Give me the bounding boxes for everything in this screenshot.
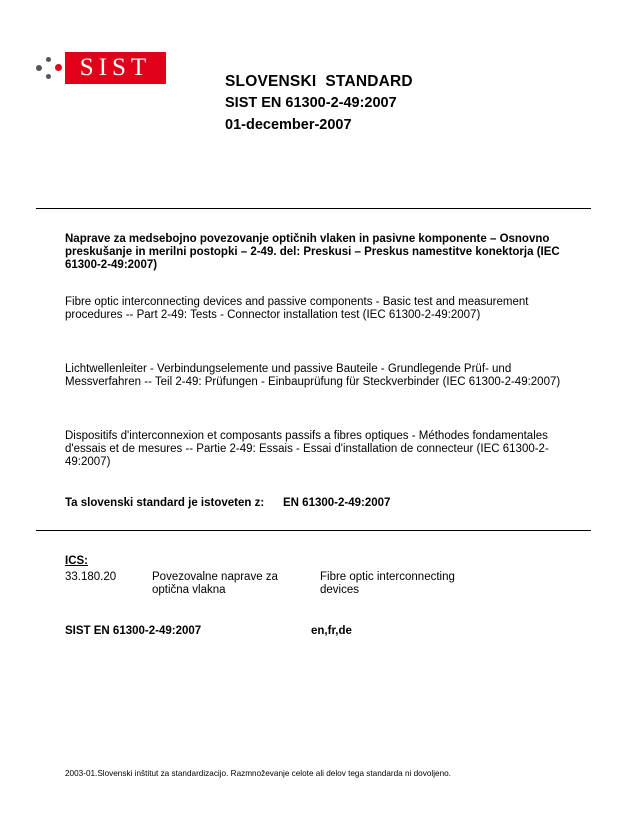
logo-text: SIST [65,52,166,84]
logo-dot [46,74,51,79]
logo-dot [46,57,51,62]
ics-code: 33.180.20 [65,571,117,583]
identical-value: EN 61300-2-49:2007 [283,497,391,509]
standard-reference: SIST EN 61300-2-49:2007 [225,95,397,111]
copyright-footer: 2003-01.Slovenski inštitut za standardizacijo. Razmnoževanje celote ali delov tega standarda ni dovoljeno. [65,769,451,778]
logo-dot [36,65,42,71]
bottom-reference: SIST EN 61300-2-49:2007 [65,625,202,637]
title-french: Dispositifs d'interconnexion et composants passifs a fibres optiques - Méthodes fondamentales d'essais et de mesures -- Partie 2-49: Essais - Essai d'installation de connecteur (IEC 61300-2-49:2007) [65,430,549,468]
title-english: Fibre optic interconnecting devices and passive components - Basic test and measurement procedures -- Part 2-49: Tests - Connector installation test (IEC 61300-2-49:2007) [65,296,529,321]
identical-label: Ta slovenski standard je istoveten z: [65,497,265,509]
logo-dot-red [55,64,62,71]
title-german: Lichtwellenleiter - Verbindungselemente und passive Bauteile - Grundlegende Prüf- und Messverfahren -- Teil 2-49: Prüfungen - Einbauprüfung für Steckverbinder (IEC 61300-2-49:2007) [65,363,561,388]
divider-top [36,208,591,209]
sist-logo [36,52,166,88]
standard-type-title: SLOVENSKI STANDARD [225,73,413,90]
ics-description-sl: Povezovalne naprave za optična vlakna [152,571,278,596]
divider-bottom [36,530,591,531]
ics-description-en: Fibre optic interconnecting devices [320,571,455,596]
languages: en,fr,de [311,625,352,637]
standard-date: 01-december-2007 [225,117,352,133]
ics-heading: ICS: [65,555,88,567]
title-slovenian: Naprave za medsebojno povezovanje optičnih vlaken in pasivne komponente – Osnovno preskušanje in merilni postopki – 2-49. del: Preskusi – Preskus namestitve konektorja (IEC 61300-2-49:2007) [65,233,560,271]
